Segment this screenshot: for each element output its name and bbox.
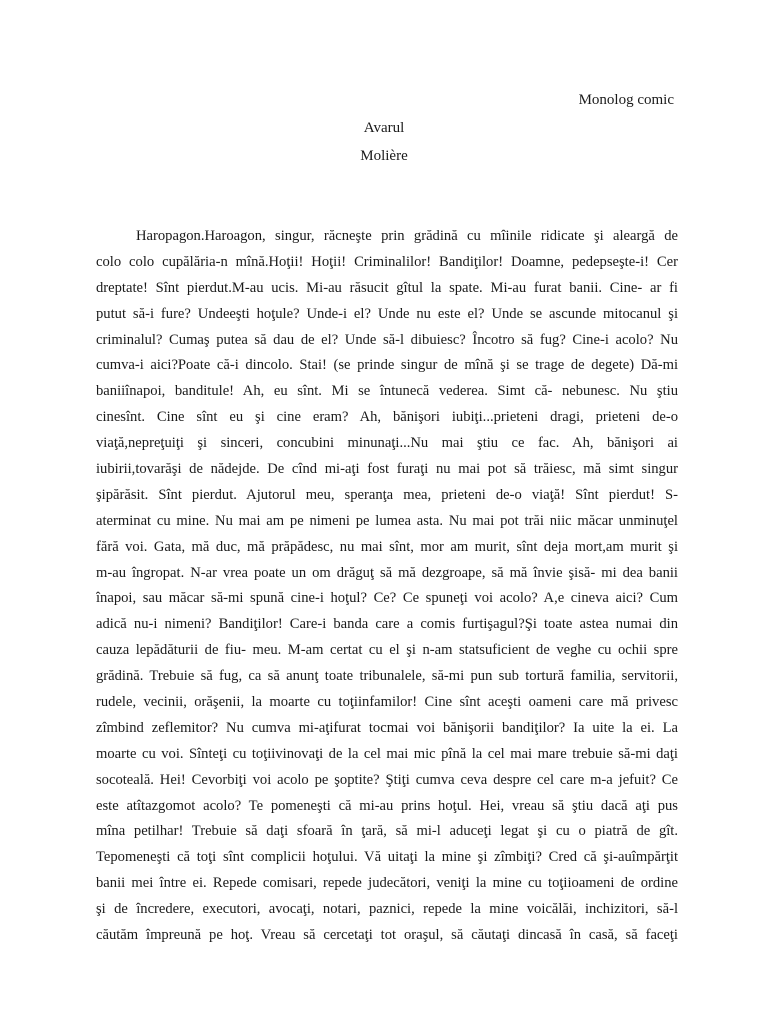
text-line: iubirii,tovarăşi de nădejde. De cînd mi-aţi fost furaţi nu mai pot să trăiesc, mă simt singur	[96, 461, 678, 478]
text-line: criminalul? Cumaş putea să dau de el? Unde să-l dibuiesc? Încotro să fug? Cine-i acolo? Nu	[96, 331, 678, 348]
text-line: adică nu-i nimeni? Bandiţilor! Care-i banda care a comis furtişagul?Şi toate astea numai din	[96, 616, 678, 633]
text-line: cauza lepădăturii de fiu- meu. M-am certat cu el şi n-am statsuficient de veghe cu ochii spre	[96, 642, 678, 659]
text-line: m-au îngropat. N-ar vrea poate un om drăguţ să mă dezgroape, să mă învie şisă- mi dea banii	[96, 564, 678, 581]
text-line: aterminat cu mine. Nu mai am pe nimeni pe lumea asta. Nu mai pot trăi niic măcar unminuţel	[96, 512, 678, 529]
text-line: cinesînt. Cine sînt eu şi cine eram? Ah, bănişori iubiţi...prieteni dragi, prieteni de-o	[96, 409, 678, 426]
text-line: baniiînapoi, banditule! Ah, eu sînt. Mi se întunecă vederea. Simt că- nebunesc. Nu ştiu	[96, 383, 678, 400]
text-line: zîmbind zeflemitor? Nu cumva mi-aţifurat tocmai voi bănişorii bandiţilor? Ia uite la ei. La	[96, 719, 678, 736]
text-line: socoteală. Hei! Cevorbiţi voi acolo pe şoptite? Ştiţi cumva ceva despre cel care m-a jefuit? Ce	[96, 771, 678, 788]
text-line: Haropagon.Haroagon, singur, răcneşte prin grădină cu mîinile ridicate şi aleargă de	[136, 228, 678, 244]
text-line: este atîtazgomot acolo? Te pomeneşti că mi-au prins hoţul. Hei, vreau să ştiu dacă aţi pus	[96, 797, 678, 814]
text-line: căutăm împreună pe hoţ. Vreau să cercetaţi tot oraşul, să căutaţi dincasă în casă, să faceţi	[96, 927, 678, 944]
author-name: Molière	[360, 148, 408, 164]
monologue-body	[96, 224, 678, 949]
text-line: dreptate! Sînt pierdut.M-au ucis. Mi-au răsucit gîtul la spate. Mi-au furat banii. Cine- ar fi	[96, 279, 678, 296]
text-line: cumva-i aici?Poate că-i dincolo. Stai! (se prinde singur de mînă şi se trage de degete) Dă-mi	[96, 357, 678, 374]
text-line: mîna petilhar! Trebuie să daţi sfoară în ţară, să mi-l aduceţi legat şi cu o piatră de gît.	[96, 823, 678, 840]
text-line: grădină. Trebuie să fug, ca să anunţ toate tribunalele, să-mi pun sub tortură familia, servitorii,	[96, 668, 678, 685]
genre-label: Monolog comic	[578, 92, 674, 108]
text-line: viaţă,nepreţuiţi şi sinceri, concubini minunaţi...Nu mai ştiu ce fac. Ah, bănişori ai	[96, 435, 678, 452]
document-title: Avarul	[363, 120, 405, 136]
text-line: banii mei între ei. Repede comisari, repede judecători, veniţi la mine cu toţiioameni de ordine	[96, 875, 678, 892]
text-line: înapoi, sau măcar să-mi spună cine-i hoţul? Ce? Ce spuneţi voi acolo? A,e cineva aici? Cum	[96, 590, 678, 607]
text-line: rudele, vecinii, orăşenii, la moarte cu toţiinfamilor! Cine sînt aceşti oameni care mă privesc	[96, 694, 678, 711]
text-line: colo colo cupălăria-n mînă.Hoţii! Hoţii! Criminalilor! Bandiţilor! Doamne, pedepseşte-i! Cer	[96, 253, 678, 270]
text-line: şipărăsit. Sînt pierdut. Ajutorul meu, speranţa mea, prieteni de-o viaţă! Sînt pierdut! S-	[96, 486, 678, 503]
text-line: fără voi. Gata, mă duc, mă prăpădesc, nu mai sînt, mor am murit, sînt deja mort,am murit şi	[96, 538, 678, 555]
text-line: Tepomeneşti că toţi sînt complicii hoţului. Vă uitaţi la mine şi zîmbiţi? Cred că şi-auîmpărţit	[96, 849, 678, 866]
text-line: şi de încredere, executori, avocaţi, notari, paznici, repede la mine voicălăi, inchizitori, să-l	[96, 901, 678, 918]
text-line: putut să-i fure? Undeeşti hoţule? Unde-i el? Unde nu este el? Unde se ascunde mitocanul şi	[96, 305, 678, 322]
text-line: moarte cu voi. Sînteţi cu toţiivinovaţi de la cel mai mic pînă la cel mai mare trebuie să-mi daţi	[96, 745, 678, 762]
